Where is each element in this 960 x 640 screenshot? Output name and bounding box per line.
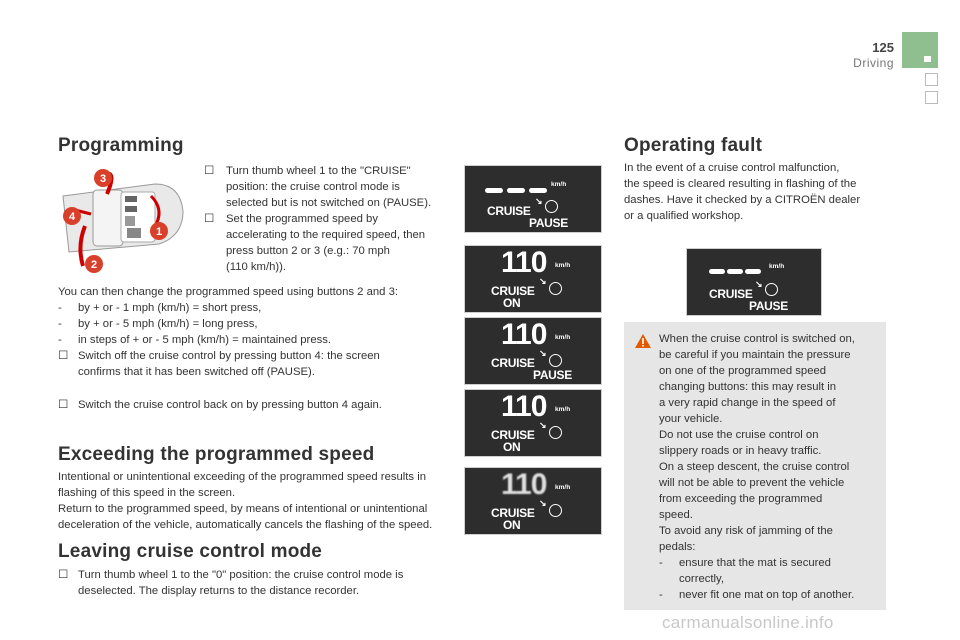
warning-line: a very rapid change in the speed of	[659, 397, 836, 409]
display-110-flashing	[464, 467, 602, 535]
warning-line: When the cruise control is switched on,	[659, 333, 855, 345]
warning-line: slippery roads or in heavy traffic.	[659, 445, 822, 457]
speedometer-icon	[549, 504, 562, 517]
cruise-status: PAUSE	[749, 299, 788, 313]
warning-dash-line: correctly,	[679, 573, 724, 585]
exceeding-line: Intentional or unintentional exceeding of the programmed speed results in	[58, 471, 427, 483]
warning-line: To avoid any risk of jamming of the	[659, 525, 833, 537]
step-2-line: (110 km/h)).	[226, 261, 287, 273]
chapter-tab[interactable]	[902, 32, 938, 68]
display-110-on	[464, 245, 602, 313]
chapter-tab-empty[interactable]	[925, 91, 938, 104]
dash-item	[58, 316, 458, 332]
cruise-label: CRUISE	[709, 287, 753, 301]
checkbox-marker-icon: ☐	[58, 350, 69, 362]
cruise-label: CRUISE	[491, 506, 535, 520]
speedometer-icon	[545, 200, 558, 213]
display-fault	[686, 248, 822, 316]
leaving-heading: Leaving cruise control mode	[58, 541, 323, 562]
exceeding-line: deceleration of the vehicle, automatically cancels the flashing of the speed.	[58, 519, 433, 531]
display-110-pause	[464, 317, 602, 385]
warning-triangle-icon	[634, 333, 652, 349]
callout-3-label: 3	[99, 173, 107, 185]
warning-line: Do not use the cruise control on	[659, 429, 819, 441]
tab-marker	[924, 56, 931, 62]
operating-fault-heading: Operating fault	[624, 135, 763, 156]
warning-line: speed.	[659, 509, 693, 521]
exceeding-line: Return to the programmed speed, by means of intentional or unintentional	[58, 503, 428, 515]
step-1-line: selected but is not switched on (PAUSE).	[226, 197, 432, 209]
warning-line: pedals:	[659, 541, 696, 553]
dash-item	[58, 332, 458, 348]
arrow-icon: ↘	[755, 279, 763, 289]
cruise-label: CRUISE	[491, 428, 535, 442]
switch-on-step	[58, 397, 458, 413]
warning-line: changing buttons: this may result in	[659, 381, 837, 393]
dash-marker: -	[659, 589, 663, 601]
fault-line: or a qualified workshop.	[624, 210, 744, 222]
footer-watermark[interactable]: carmanualsonline.info	[662, 613, 834, 632]
checkbox-marker-icon: ☐	[58, 569, 69, 581]
speed-value-flashing: 110	[501, 468, 547, 501]
speed-dash	[709, 269, 725, 274]
speed-dash	[529, 188, 547, 193]
warning-dash-item	[659, 555, 881, 587]
arrow-icon: ↘	[539, 276, 547, 286]
warning-body	[659, 331, 881, 603]
leaving-body	[58, 567, 458, 599]
speedometer-icon	[765, 283, 778, 296]
callout-4-label: 4	[68, 211, 76, 223]
checkbox-marker-icon: ☐	[58, 399, 69, 411]
warning-line: be careful if you maintain the pressure	[659, 349, 851, 361]
callout-4	[62, 206, 82, 226]
dash-item-text: by + or - 5 mph (km/h) = long press,	[78, 318, 258, 330]
checkbox-marker-icon: ☐	[204, 165, 215, 177]
cruise-status: ON	[503, 440, 521, 454]
speed-unit: km/h	[555, 262, 571, 269]
exceeding-heading: Exceeding the programmed speed	[58, 444, 375, 465]
warning-line: on one of the programmed speed	[659, 365, 827, 377]
cruise-label: CRUISE	[491, 284, 535, 298]
dash-marker: -	[58, 334, 62, 346]
speedometer-icon	[549, 426, 562, 439]
warning-line: will not be able to prevent the vehicle	[659, 477, 845, 489]
speed-unit: km/h	[769, 263, 785, 270]
step-2	[204, 211, 454, 275]
section-title: Driving	[853, 56, 894, 70]
arrow-icon: ↘	[535, 196, 543, 206]
speedometer-icon	[549, 282, 562, 295]
cruise-status: PAUSE	[533, 368, 572, 382]
switch-on-text: Switch the cruise control back on by pressing button 4 again.	[78, 399, 382, 411]
speed-adjust-intro: You can then change the programmed speed using buttons 2 and 3:	[58, 286, 398, 298]
dash-marker: -	[58, 318, 62, 330]
fault-line: In the event of a cruise control malfunction,	[624, 162, 840, 174]
speed-value: 110	[501, 246, 547, 279]
warning-line: from exceeding the programmed	[659, 493, 823, 505]
warning-dash-line: never fit one mat on top of another.	[679, 589, 855, 601]
dash-item	[58, 300, 458, 316]
dash-marker: -	[659, 557, 663, 569]
cruise-status: ON	[503, 296, 521, 310]
switch-off-line: Switch off the cruise control by pressing button 4: the screen	[78, 350, 380, 362]
fault-line: the speed is cleared resulting in flashing of the	[624, 178, 857, 190]
warning-dash-line: ensure that the mat is secured	[679, 557, 831, 569]
step-1-line: Turn thumb wheel 1 to the "CRUISE"	[226, 165, 411, 177]
step-2-line: accelerating to the required speed, then	[226, 229, 426, 241]
leaving-line: Turn thumb wheel 1 to the "0" position: the cruise control mode is	[78, 569, 404, 581]
callout-2-label: 2	[90, 259, 98, 271]
speed-value: 110	[501, 390, 547, 423]
step-1-line: position: the cruise control mode is	[226, 181, 400, 193]
chapter-tab-empty[interactable]	[925, 73, 938, 86]
cruise-label: CRUISE	[487, 204, 531, 218]
switch-off-line: confirms that it has been switched off (PAUSE).	[78, 366, 315, 378]
speed-unit: km/h	[555, 406, 571, 413]
checkbox-marker-icon: ☐	[204, 213, 215, 225]
arrow-icon: ↘	[539, 348, 547, 358]
warning-dash-item	[659, 587, 881, 603]
speed-dash	[485, 188, 503, 193]
exceeding-line: flashing of this speed in the screen.	[58, 487, 236, 499]
arrow-icon: ↘	[539, 420, 547, 430]
speed-unit: km/h	[551, 181, 567, 188]
fault-line: dashes. Have it checked by a CITROËN dealer	[624, 194, 861, 206]
speed-dash	[507, 188, 525, 193]
programming-heading: Programming	[58, 135, 184, 156]
callout-2	[84, 254, 104, 274]
cruise-label: CRUISE	[491, 356, 535, 370]
arrow-icon: ↘	[539, 498, 547, 508]
callout-3	[93, 168, 113, 188]
cruise-status: ON	[503, 518, 521, 532]
warning-line: On a steep descent, the cruise control	[659, 461, 850, 473]
callout-1	[149, 221, 169, 241]
callout-1-label: 1	[155, 226, 163, 238]
step-1	[204, 163, 454, 211]
speed-unit: km/h	[555, 484, 571, 491]
display-pause-dashes	[464, 165, 602, 233]
operating-fault-body	[624, 160, 894, 224]
dash-item-text: in steps of + or - 5 mph (km/h) = maintained press.	[78, 334, 332, 346]
speed-value: 110	[501, 318, 547, 351]
speedometer-icon	[549, 354, 562, 367]
dash-item-text: by + or - 1 mph (km/h) = short press,	[78, 302, 262, 314]
exceeding-body	[58, 469, 463, 533]
page-number: 125	[872, 40, 894, 55]
dash-marker: -	[58, 302, 62, 314]
speed-dash	[745, 269, 761, 274]
speed-adjust-block	[58, 284, 458, 380]
leaving-line: deselected. The display returns to the distance recorder.	[78, 585, 360, 597]
warning-line: your vehicle.	[659, 413, 723, 425]
display-110-on-switched	[464, 389, 602, 457]
step-2-line: press button 2 or 3 (e.g.: 70 mph	[226, 245, 390, 257]
cruise-status: PAUSE	[529, 216, 568, 230]
programming-steps	[204, 163, 454, 275]
speed-dash	[727, 269, 743, 274]
step-2-line: Set the programmed speed by	[226, 213, 378, 225]
speed-unit: km/h	[555, 334, 571, 341]
switch-off-step	[58, 348, 458, 380]
